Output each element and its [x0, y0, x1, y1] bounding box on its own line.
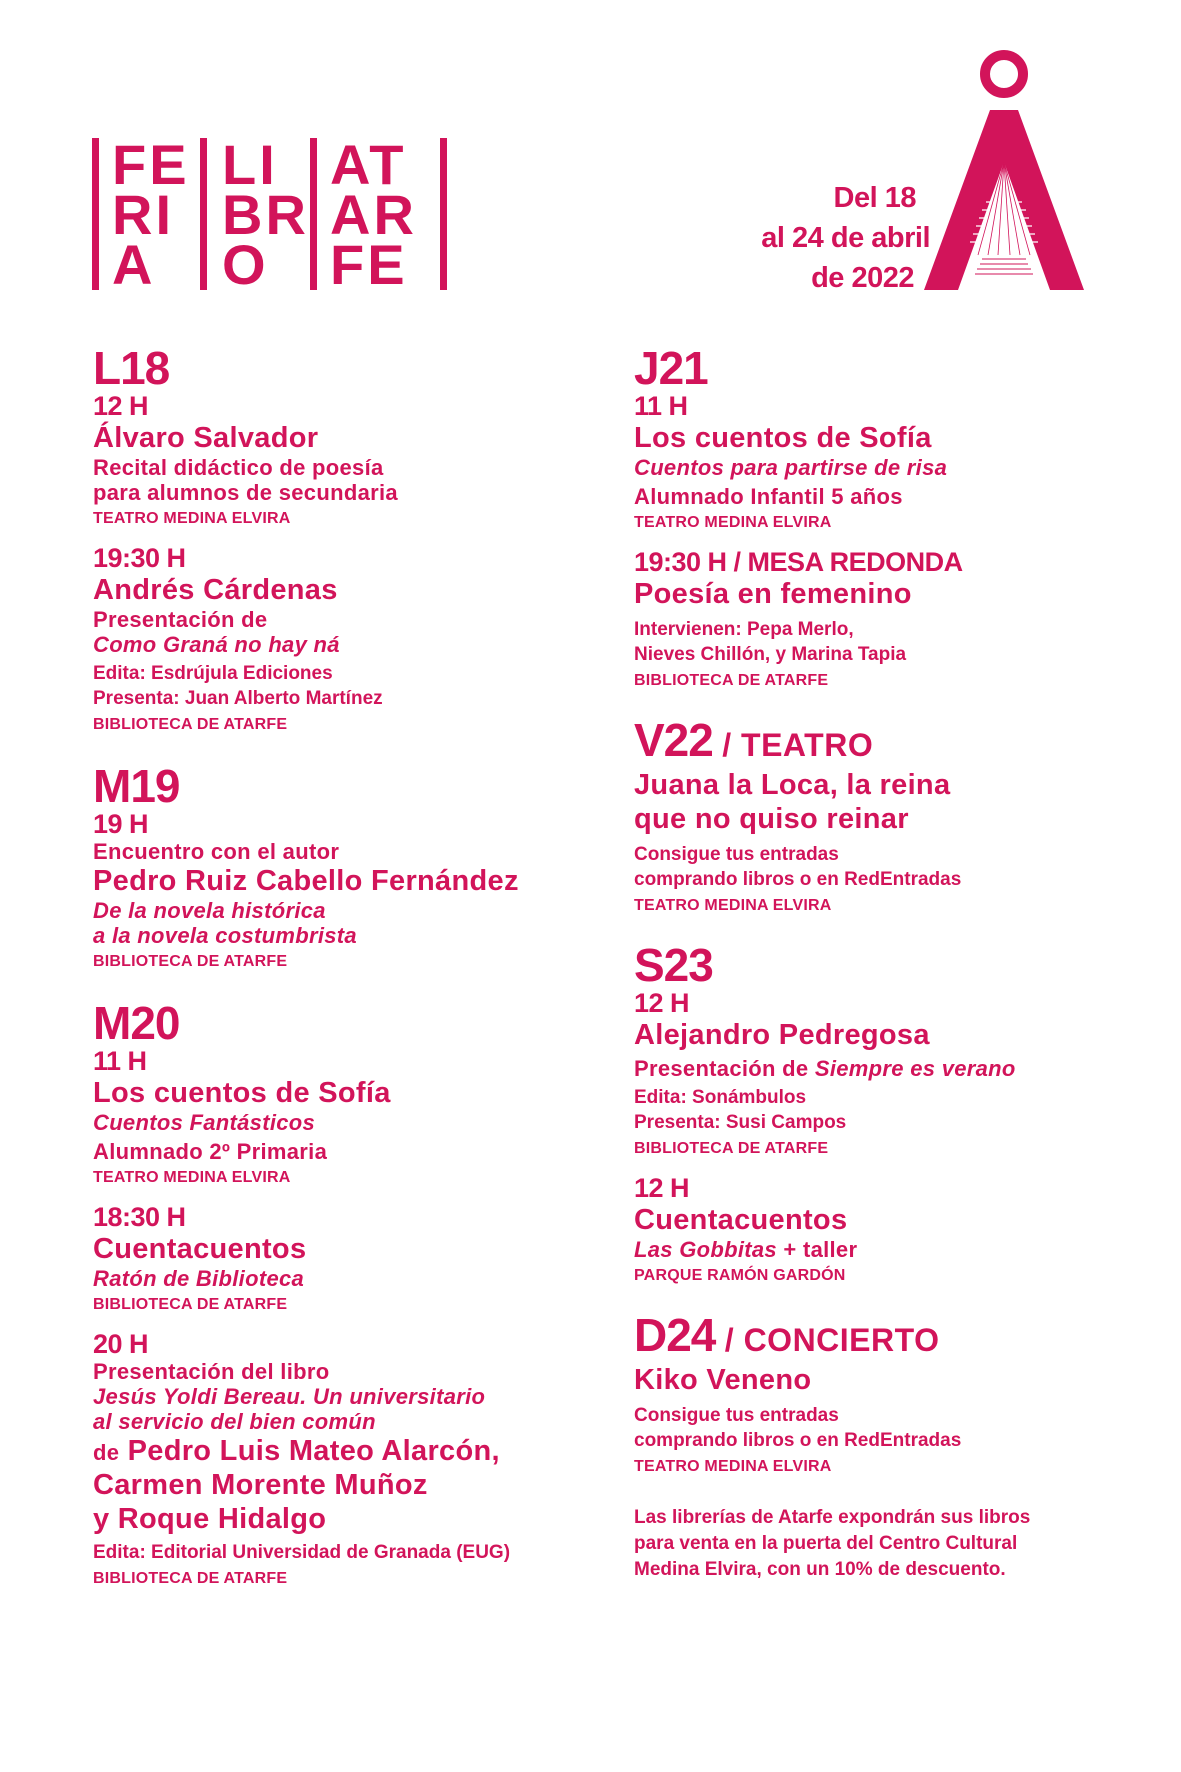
footer-note: Medina Elvira, con un 10% de descuento.	[634, 1559, 1006, 1580]
logo-bar	[310, 138, 317, 290]
feria-libro-logo	[92, 133, 452, 296]
event-description: Encuentro con el autor	[93, 839, 340, 864]
logo-bar	[92, 138, 99, 290]
logo-column-2	[222, 133, 309, 296]
event-presenter: Presenta: Susi Campos	[634, 1112, 847, 1133]
event-description	[634, 1056, 1134, 1081]
event-time: 18:30 H	[93, 1202, 186, 1232]
day-code: D24	[634, 1309, 716, 1361]
event-name: que no quiso reinar	[634, 803, 909, 835]
logo-bar	[200, 138, 207, 290]
event-description	[634, 1237, 1134, 1262]
event-venue: TEATRO MEDINA ELVIRA	[634, 897, 832, 914]
event-venue: PARQUE RAMÓN GARDÓN	[634, 1267, 846, 1284]
date-line: Del 18	[833, 182, 916, 214]
date-line: al 24 de abril	[761, 222, 930, 254]
event-description: Alumnado Infantil 5 años	[634, 484, 903, 509]
event-name: Cuentacuentos	[634, 1204, 848, 1236]
event-venue: BIBLIOTECA DE ATARFE	[93, 716, 288, 733]
logo-text: LI	[222, 133, 278, 196]
ticket-info: comprando libros o en RedEntradas	[634, 869, 962, 890]
logo-text: BR	[222, 183, 309, 246]
ticket-info: comprando libros o en RedEntradas	[634, 1430, 962, 1451]
event-venue: TEATRO MEDINA ELVIRA	[634, 1458, 832, 1475]
event-description: para alumnos de secundaria	[93, 480, 398, 505]
event-publisher: Edita: Esdrújula Ediciones	[93, 663, 333, 684]
a-ring-logo-icon	[922, 50, 1087, 295]
logo-text: AR	[330, 183, 417, 246]
book-title: Cuentos Fantásticos	[93, 1110, 316, 1135]
author-name: Pedro Luis Mateo Alarcón,	[127, 1435, 500, 1467]
event-speakers: Nieves Chillón, y Marina Tapia	[634, 644, 907, 665]
author-name: Carmen Morente Muñoz	[93, 1469, 428, 1501]
book-title: De la novela histórica	[93, 898, 326, 923]
event-time: 12 H	[634, 988, 690, 1018]
event-presenter: Presenta: Juan Alberto Martínez	[93, 688, 383, 709]
footer-note: Las librerías de Atarfe expondrán sus libros	[634, 1507, 1031, 1528]
program-left-column	[93, 342, 613, 1589]
book-title: Cuentos para partirse de risa	[634, 455, 948, 480]
day-heading: M20	[93, 997, 180, 1049]
day-heading: S23	[634, 939, 713, 991]
event-time: 12 H	[93, 391, 149, 421]
logo-bar	[440, 138, 447, 290]
logo-text: FE	[112, 133, 190, 196]
book-title: Como Graná no hay ná	[93, 632, 340, 657]
logo-column-1	[112, 133, 190, 296]
event-name: Pedro Ruiz Cabello Fernández	[93, 865, 519, 897]
event-publisher: Edita: Editorial Universidad de Granada (EUG)	[93, 1542, 511, 1563]
event-name: Juana la Loca, la reina	[634, 769, 951, 801]
logo-column-3	[330, 133, 417, 296]
book-title: a la novela costumbrista	[93, 923, 357, 948]
event-venue: TEATRO MEDINA ELVIRA	[93, 1169, 291, 1186]
event-time: 12 H	[634, 1173, 690, 1203]
event-venue: TEATRO MEDINA ELVIRA	[93, 510, 291, 527]
author-prefix: de	[93, 1440, 120, 1465]
event-name: Alejandro Pedregosa	[634, 1019, 930, 1051]
ticket-info: Consigue tus entradas	[634, 844, 839, 865]
author-name: y Roque Hidalgo	[93, 1503, 327, 1535]
event-venue: BIBLIOTECA DE ATARFE	[93, 1296, 288, 1313]
description-suffix: + taller	[776, 1237, 858, 1262]
book-title: Jesús Yoldi Bereau. Un universitario	[93, 1384, 486, 1409]
day-heading	[634, 1309, 1134, 1363]
event-venue: BIBLIOTECA DE ATARFE	[634, 1140, 829, 1157]
logo-text: RI	[112, 183, 174, 246]
event-venue: BIBLIOTECA DE ATARFE	[93, 1570, 288, 1587]
book-title: Ratón de Biblioteca	[93, 1266, 305, 1291]
day-heading: L18	[93, 342, 170, 394]
event-name: Los cuentos de Sofía	[634, 422, 932, 454]
event-time: 19:30 H	[93, 543, 186, 573]
day-heading: J21	[634, 342, 708, 394]
event-name: Andrés Cárdenas	[93, 574, 338, 606]
event-name: Los cuentos de Sofía	[93, 1077, 391, 1109]
logo-text: A	[112, 233, 156, 296]
logo-text: O	[222, 233, 269, 296]
footer-note: para venta en la puerta del Centro Cultural	[634, 1533, 1018, 1554]
description-prefix: Presentación de	[634, 1056, 815, 1081]
event-name: Álvaro Salvador	[93, 422, 319, 454]
event-name: Kiko Veneno	[634, 1364, 812, 1396]
event-publisher: Edita: Sonámbulos	[634, 1087, 807, 1108]
ticket-info: Consigue tus entradas	[634, 1405, 839, 1426]
event-category: / TEATRO	[712, 727, 874, 763]
event-description: Presentación del libro	[93, 1359, 330, 1384]
book-title: al servicio del bien común	[93, 1409, 376, 1434]
event-venue: BIBLIOTECA DE ATARFE	[634, 672, 829, 689]
event-authors	[93, 1434, 613, 1468]
event-category: / CONCIERTO	[715, 1322, 940, 1358]
program-right-column	[634, 342, 1134, 1583]
event-time: 11 H	[634, 391, 688, 421]
book-title: Las Gobbitas	[634, 1237, 777, 1262]
event-time: 20 H	[93, 1329, 149, 1359]
event-dates	[700, 178, 930, 298]
date-line: de 2022	[811, 262, 914, 294]
day-heading	[634, 714, 1134, 768]
event-description: Recital didáctico de poesía	[93, 455, 384, 480]
event-time: 19 H	[93, 809, 149, 839]
event-name: Poesía en femenino	[634, 578, 912, 610]
event-venue: TEATRO MEDINA ELVIRA	[634, 514, 832, 531]
event-description: Alumnado 2º Primaria	[93, 1139, 328, 1164]
event-name: Cuentacuentos	[93, 1233, 307, 1265]
logo-text: AT	[330, 133, 407, 196]
book-title: Siempre es verano	[814, 1056, 1016, 1081]
day-code: V22	[634, 714, 713, 766]
logo-text: FE	[330, 233, 408, 296]
event-time: 19:30 H / MESA REDONDA	[634, 547, 963, 577]
event-speakers: Intervienen: Pepa Merlo,	[634, 619, 854, 640]
event-time: 11 H	[93, 1046, 147, 1076]
day-heading: M19	[93, 760, 180, 812]
event-description: Presentación de	[93, 607, 268, 632]
event-venue: BIBLIOTECA DE ATARFE	[93, 953, 288, 970]
